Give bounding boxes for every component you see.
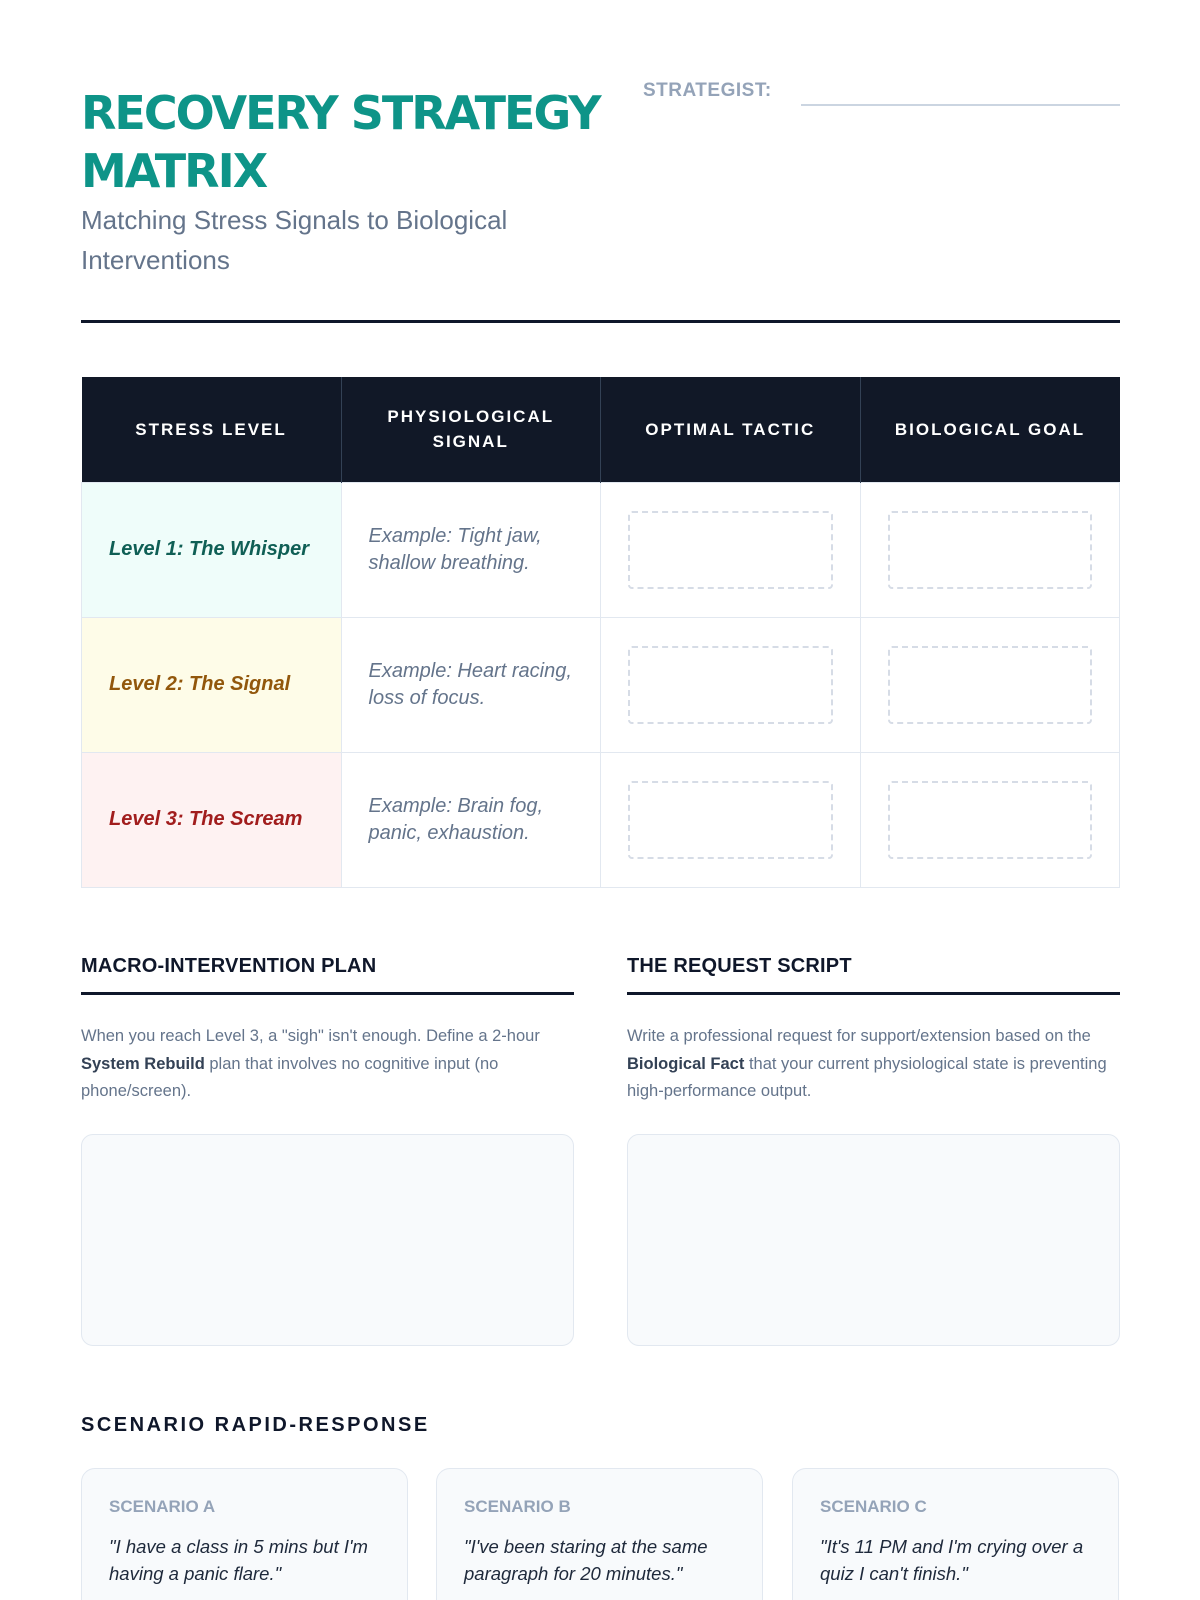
stress-level-cell: Level 1: The Whisper (82, 482, 342, 617)
instruction-text: Write a professional request for support/extension based on the (627, 1027, 1091, 1045)
macro-intervention-answer-box[interactable] (81, 1134, 574, 1346)
table-row (82, 617, 1120, 752)
scenario-section-title: SCENARIO RAPID-RESPONSE (81, 1414, 430, 1436)
tactic-input-box[interactable] (628, 646, 833, 724)
stress-level-cell: Level 2: The Signal (82, 617, 342, 752)
macro-intervention-instructions (81, 1023, 574, 1106)
signal-cell: Example: Brain fog, panic, exhaustion. (341, 752, 601, 887)
stress-level-cell: Level 3: The Scream (82, 752, 342, 887)
table-row (82, 482, 1120, 617)
scenario-quote: "It's 11 PM and I'm crying over a quiz I can't finish." (820, 1536, 1084, 1584)
request-script-answer-box[interactable] (627, 1134, 1120, 1346)
macro-intervention-section (81, 955, 574, 1346)
worksheet-page (81, 0, 1120, 1600)
request-script-title: THE REQUEST SCRIPT (627, 955, 1120, 995)
column-header-stress-level: STRESS LEVEL (82, 377, 342, 482)
signal-cell: Example: Heart racing, loss of focus. (341, 617, 601, 752)
scenario-label: SCENARIO B (464, 1497, 571, 1516)
scenario-label: SCENARIO C (820, 1497, 927, 1516)
header-divider (81, 320, 1120, 323)
instruction-text: that your current physiological state is preventing high-performance output. (627, 1054, 1107, 1100)
signal-cell: Example: Tight jaw, shallow breathing. (341, 482, 601, 617)
strategist-name-field[interactable] (801, 104, 1120, 106)
instruction-emphasis: Biological Fact (627, 1054, 745, 1073)
page-subtitle: Matching Stress Signals to Biological Interventions (81, 205, 508, 275)
table-header-row (82, 377, 1120, 482)
page-title: RECOVERY STRATEGY MATRIX (81, 86, 600, 198)
tactic-cell (601, 617, 861, 752)
column-header-optimal-tactic: OPTIMAL TACTIC (601, 377, 861, 482)
scenario-quote: "I have a class in 5 mins but I'm having a panic flare." (109, 1536, 368, 1584)
tactic-cell (601, 482, 861, 617)
scenario-card-a[interactable] (81, 1468, 408, 1600)
scenario-quote: "I've been staring at the same paragraph for 20 minutes." (464, 1536, 708, 1584)
scenario-label: SCENARIO A (109, 1497, 216, 1516)
strategist-label: STRATEGIST: (643, 80, 772, 101)
scenario-card-c[interactable] (792, 1468, 1119, 1600)
strategy-matrix-table (81, 377, 1120, 888)
goal-cell (860, 752, 1120, 887)
tactic-input-box[interactable] (628, 781, 833, 859)
tactic-cell (601, 752, 861, 887)
goal-cell (860, 482, 1120, 617)
instruction-text: plan that involves no cognitive input (no phone/screen). (81, 1054, 499, 1100)
request-script-section (627, 955, 1120, 1346)
goal-input-box[interactable] (888, 511, 1093, 589)
column-header-biological-goal: BIOLOGICAL GOAL (860, 377, 1120, 482)
goal-input-box[interactable] (888, 646, 1093, 724)
instruction-emphasis: System Rebuild (81, 1054, 205, 1073)
goal-cell (860, 617, 1120, 752)
table-row (82, 752, 1120, 887)
column-header-physiological-signal: PHYSIOLOGICAL SIGNAL (341, 377, 601, 482)
scenario-card-b[interactable] (436, 1468, 763, 1600)
tactic-input-box[interactable] (628, 511, 833, 589)
request-script-instructions (627, 1023, 1120, 1106)
goal-input-box[interactable] (888, 781, 1093, 859)
macro-intervention-title: MACRO-INTERVENTION PLAN (81, 955, 574, 995)
instruction-text: When you reach Level 3, a "sigh" isn't enough. Define a 2-hour (81, 1027, 540, 1045)
